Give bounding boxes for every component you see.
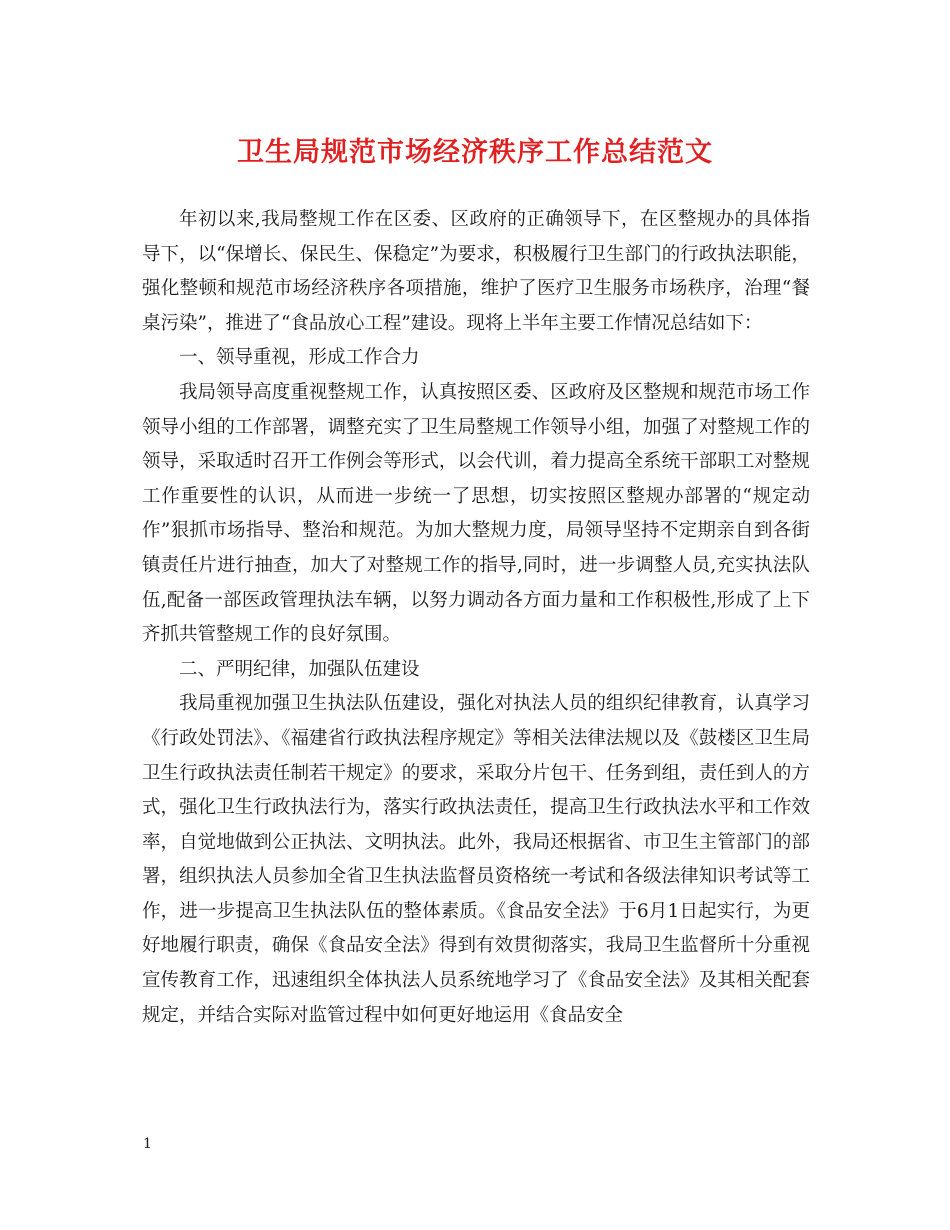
page-number: 1 bbox=[143, 1136, 152, 1152]
paragraph-section-2: 我局重视加强卫生执法队伍建设，强化对执法人员的组织纪律教育，认真学习《行政处罚法》、《福建省行政执法程序规定》等相关法律法规以及《鼓楼区卫生局卫生行政执法责任制若干规定》的要求，采取分片包干、任务到组，责任到人的方式，强化卫生行政执法行为，落实行政执法责任，提高卫生行政执法水平和工作效率，自觉地做到公正执法、文明执法。此外，我局还根据省、市卫生主管部门的部署，组织执法人员参加全省卫生执法监督员资格统一考试和各级法律知识考试等工作，进一步提高卫生执法队伍的整体素质。《食品安全法》于6月1日起实行，为更好地履行职责，确保《食品安全法》得到有效贯彻落实，我局卫生监督所十分重视宣传教育工作，迅速组织全体执法人员系统地学习了《食品安全法》及其相关配套规定，并结合实际对监管过程中如何更好地运用《食品安全 bbox=[142, 693, 810, 1026]
document-body bbox=[142, 203, 810, 1033]
paragraph-intro: 年初以来,我局整规工作在区委、区政府的正确领导下，在区整规办的具体指导下，以“保增长、保民生、保稳定”为要求，积极履行卫生部门的行政执法职能，强化整顿和规范市场经济秩序各项措施，维护了医疗卫生服务市场秩序，治理“餐桌污染”，推进了“食品放心工程”建设。现将上半年主要工作情况总结如下： bbox=[142, 209, 810, 334]
section-heading-2: 二、严明纪律，加强队伍建设 bbox=[179, 658, 420, 680]
section-heading-1: 一、领导重视，形成工作合力 bbox=[179, 347, 420, 369]
paragraph-section-1: 我局领导高度重视整规工作，认真按照区委、区政府及区整规和规范市场工作领导小组的工作部署，调整充实了卫生局整规工作领导小组，加强了对整规工作的领导，采取适时召开工作例会等形式，以会代训，着力提高全系统干部职工对整规工作重要性的认识，从而进一步统一了思想，切实按照区整规办部署的“规定动作”狠抓市场指导、整治和规范。为加大整规力度，局领导坚持不定期亲自到各街镇责任片进行抽查，加大了对整规工作的指导,同时，进一步调整人员,充实执法队伍,配备一部医政管理执法车辆，以努力调动各方面力量和工作积极性,形成了上下齐抓共管整规工作的良好氛围。 bbox=[142, 381, 810, 646]
document-title: 卫生局规范市场经济秩序工作总结范文 bbox=[237, 137, 713, 168]
